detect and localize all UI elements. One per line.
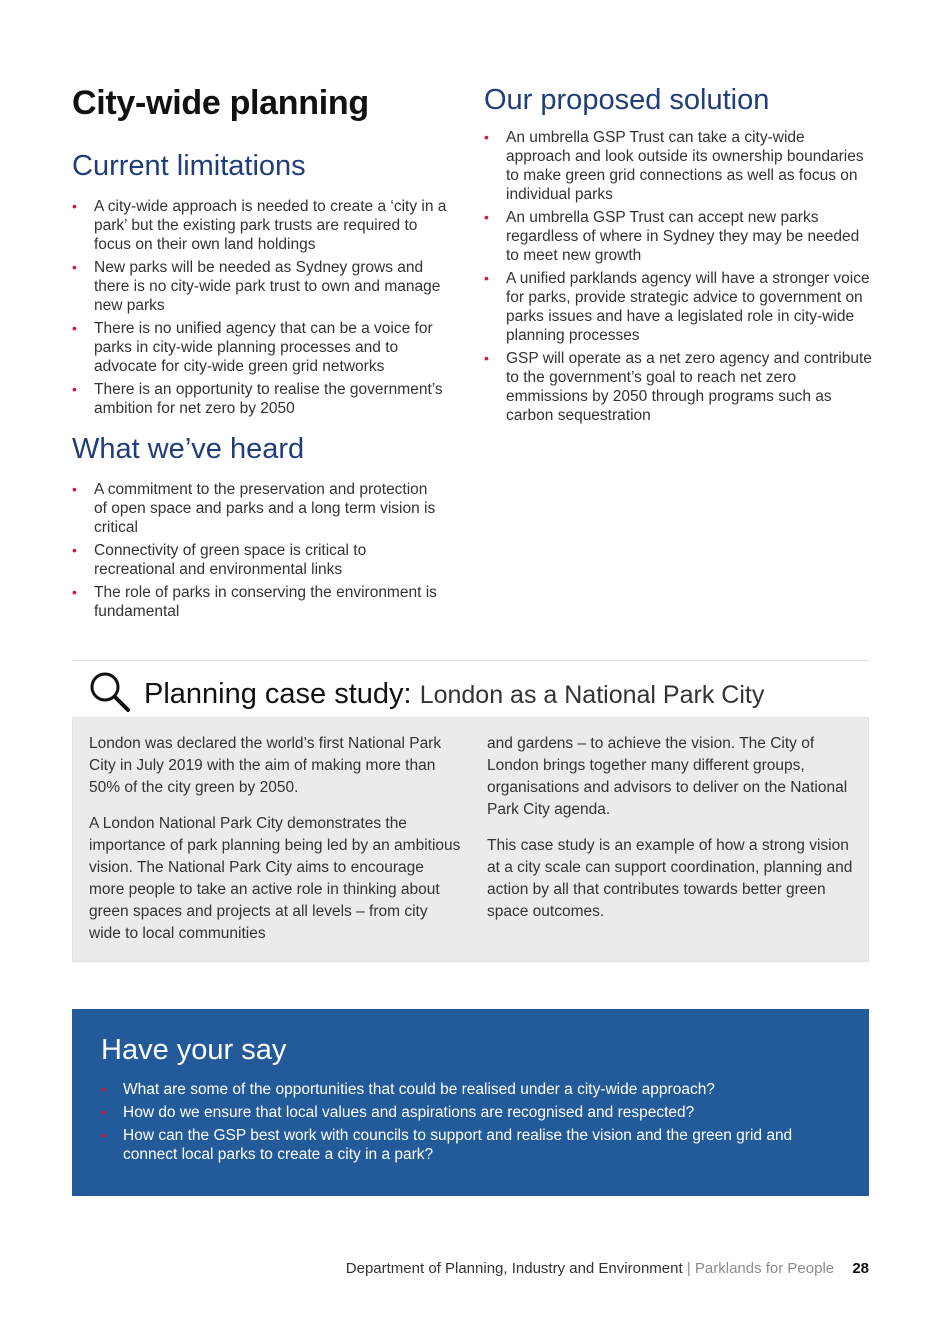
case-study-paragraph: This case study is an example of how a strong vision at a city scale can support coordination, planning and action by all that contributes towards better green space outcomes. — [487, 837, 853, 920]
list-item: • Connectivity of green space is critical to recreational and environmental links — [72, 542, 367, 578]
case-study-title-bold: Planning case study: — [144, 678, 412, 710]
questions-list — [101, 1080, 841, 1164]
list-item: • How do we ensure that local values and aspirations are recognised and respected? — [101, 1104, 695, 1121]
list-item: • What are some of the opportunities that could be realised under a city-wide approach? — [101, 1081, 715, 1098]
bullet-icon: • — [72, 584, 77, 600]
list-item: • There is an opportunity to realise the government’s ambition for net zero by 2050 — [72, 381, 443, 417]
bullet-icon: • — [72, 542, 77, 558]
bullet-icon: • — [72, 320, 77, 336]
bullet-icon: • — [484, 209, 489, 225]
list-item: • An umbrella GSP Trust can accept new parks regardless of where in Sydney they may be needed to meet new growth — [484, 209, 860, 264]
have-your-say-heading: Have your say — [101, 1034, 287, 1066]
bullet-icon: • — [72, 481, 77, 497]
page-title: City-wide planning — [72, 84, 369, 122]
case-study-right-column — [487, 733, 857, 937]
case-study-paragraph: A London National Park City demonstrates the importance of park planning being led by an ambitious vision. The National Park City aims to encourage more people to take an active role in thinking about green spaces and projects at all levels – from city wide to local communities — [89, 815, 461, 942]
bullet-icon: • — [484, 270, 489, 286]
case-study-paragraph: and gardens – to achieve the vision. The City of London brings together many different groups, organisations and advisors to deliver on the National Park City agenda. — [487, 735, 848, 818]
list-item: • There is no unified agency that can be a voice for parks in city-wide planning processes and to advocate for city-wide green grid networks — [72, 320, 433, 375]
have-your-say-questions — [101, 1080, 841, 1168]
list-item: • GSP will operate as a net zero agency and contribute to the government’s goal to reach net zero emmissions by 2050 through programs such as carbon sequestration — [484, 350, 872, 424]
page-footer — [346, 1260, 869, 1277]
bullet-icon: • — [72, 381, 77, 397]
current-limitations-heading: Current limitations — [72, 150, 306, 182]
bullet-icon: • — [484, 129, 489, 145]
list-item: • A commitment to the preservation and protection of open space and parks and a long term vision is critical — [72, 481, 436, 536]
bullet-icon: • — [101, 1081, 106, 1097]
what-weve-heard-heading: What we’ve heard — [72, 433, 305, 465]
footer-separator: | — [686, 1260, 691, 1277]
list-item: • A city-wide approach is needed to create a ‘city in a park’ but the existing park trusts are required to focus on their own land holdings — [72, 198, 447, 253]
bullet-icon: • — [484, 350, 489, 366]
list-item: • An umbrella GSP Trust can take a city-wide approach and look outside its ownership boundaries to make green grid connections as well as focus on individual parks — [484, 129, 864, 203]
current-limitations-section — [72, 150, 457, 422]
list-item: • A unified parklands agency will have a stronger voice for parks, provide strategic advice to government on parks issues and have a legislated role in city-wide planning processes — [484, 270, 870, 344]
bullet-icon: • — [101, 1104, 106, 1120]
bullet-icon: • — [72, 259, 77, 275]
page-number: 28 — [852, 1260, 869, 1277]
footer-publication: Parklands for People — [694, 1260, 835, 1277]
proposed-solution-heading: Our proposed solution — [484, 84, 770, 116]
limitations-list — [72, 197, 457, 418]
case-study-title — [144, 678, 764, 711]
case-study-paragraph: London was declared the world’s first National Park City in July 2019 with the aim of making more than 50% of the city green by 2050. — [89, 735, 442, 796]
list-item: • New parks will be needed as Sydney grows and there is no city-wide park trust to own and manage new parks — [72, 259, 441, 314]
bullet-icon: • — [101, 1127, 106, 1143]
proposed-solution-section — [484, 84, 872, 429]
heard-list — [72, 480, 442, 621]
list-item: • The role of parks in conserving the environment is fundamental — [72, 584, 437, 620]
case-study-left-column — [89, 733, 461, 959]
list-item: • How can the GSP best work with councils to support and realise the vision and the green grid and connect local parks to create a city in a park? — [101, 1127, 793, 1163]
search-icon — [88, 670, 132, 714]
section-divider — [72, 660, 869, 661]
case-study-title-sub: London as a National Park City — [419, 681, 765, 709]
solution-list — [484, 128, 872, 425]
what-weve-heard-section — [72, 433, 442, 625]
footer-department: Department of Planning, Industry and Environment — [345, 1260, 683, 1277]
bullet-icon: • — [72, 198, 77, 214]
